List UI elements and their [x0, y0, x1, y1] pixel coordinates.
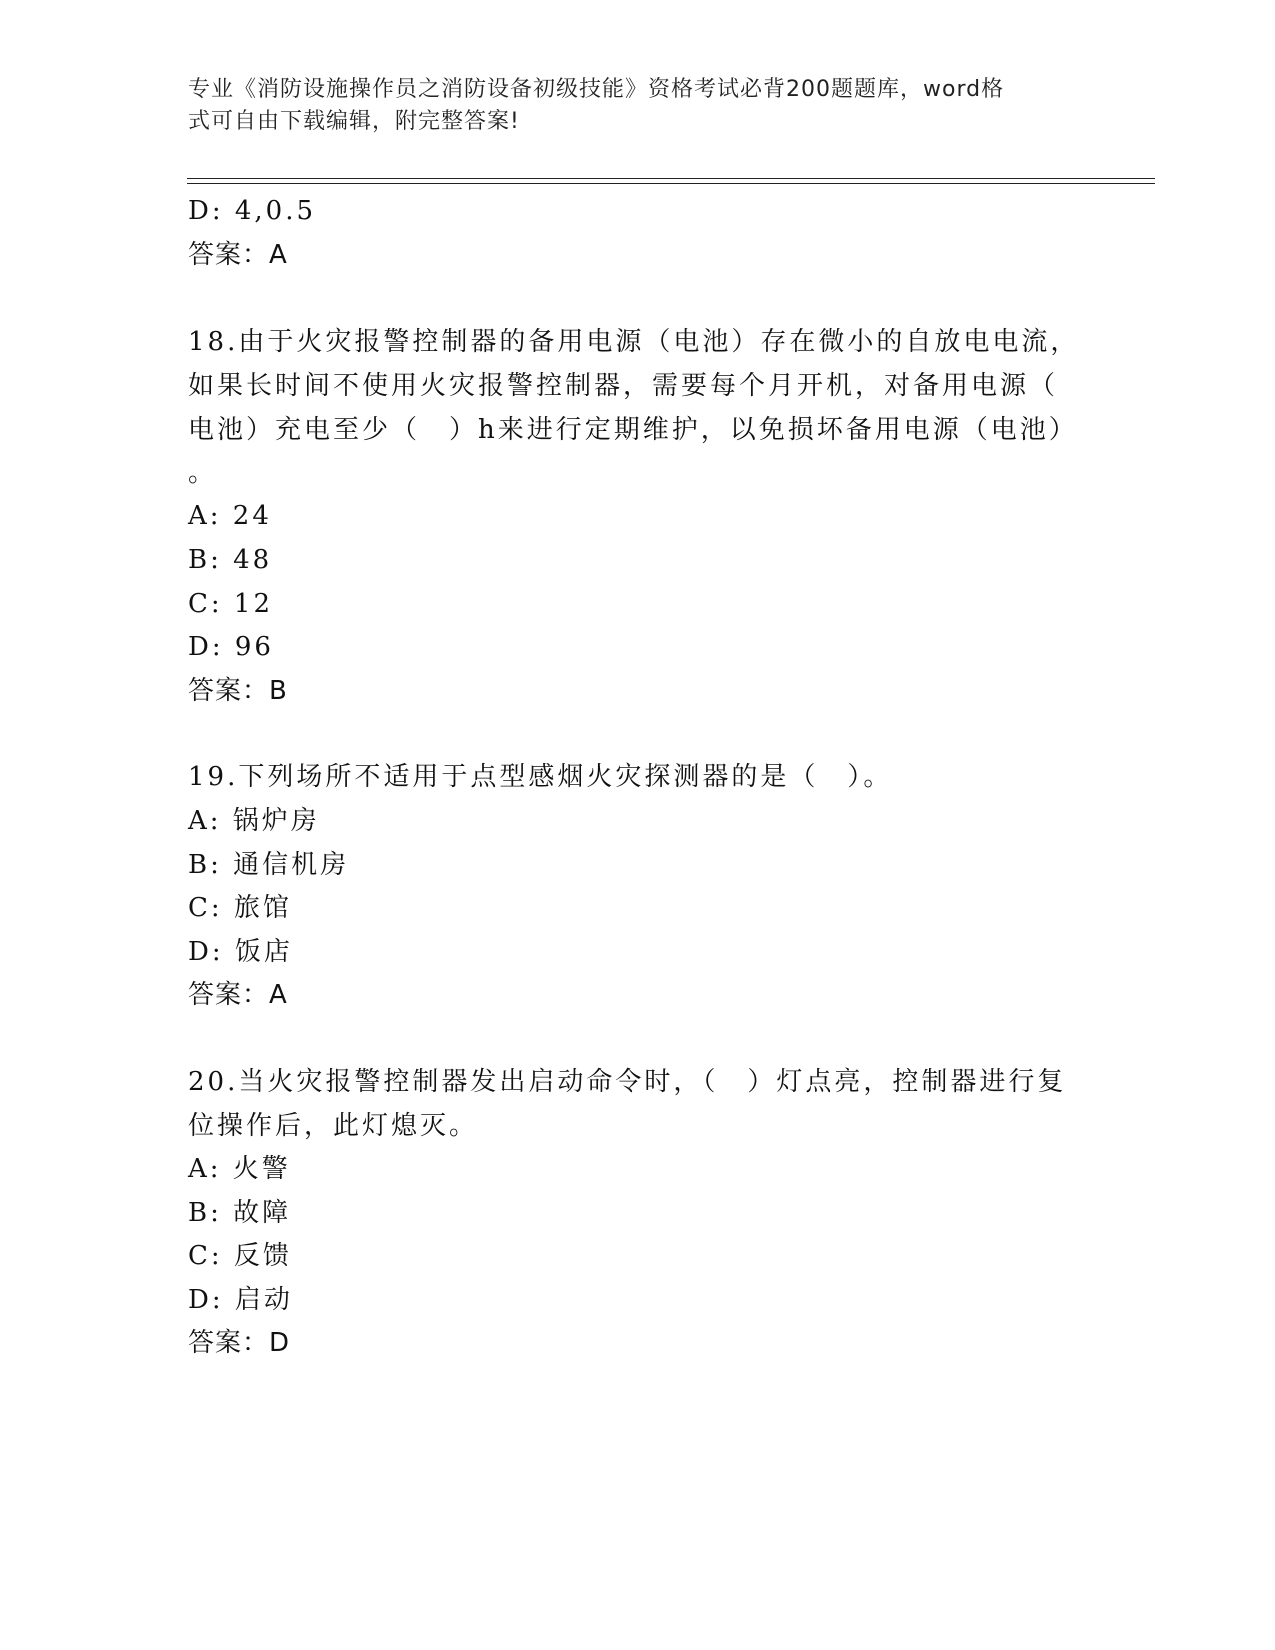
q18-stem-line-1: 18.由于火灾报警控制器的备用电源（电池）存在微小的自放电电流， [188, 327, 1080, 357]
prev-option-d: D: 4,0.5 [188, 196, 317, 226]
q19-option-d: D: 饭店 [188, 937, 293, 967]
header-line-1: 专业《消防设施操作员之消防设备初级技能》资格考试必背200题题库，word格 [188, 77, 1005, 102]
q19-option-a: A: 锅炉房 [188, 806, 320, 836]
q18-option-a: A: 24 [188, 501, 272, 531]
header-divider-top [187, 178, 1155, 179]
q18-answer: 答案：B [188, 676, 288, 706]
q19-answer: 答案：A [188, 980, 288, 1010]
q19-option-c: C: 旅馆 [188, 893, 292, 923]
q19-option-b: B: 通信机房 [188, 850, 350, 880]
q20-stem-line-2: 位操作后，此灯熄灭。 [188, 1111, 479, 1141]
q18-option-c: C: 12 [188, 589, 274, 619]
q20-stem-line-1: 20.当火灾报警控制器发出启动命令时，（ ）灯点亮，控制器进行复 [188, 1067, 1067, 1097]
q18-stem-line-2: 如果长时间不使用火灾报警控制器，需要每个月开机，对备用电源（ [188, 371, 1059, 401]
q18-stem-line-3: 电池）充电至少（ ）h来进行定期维护，以免损坏备用电源（电池） [188, 415, 1078, 445]
q18-option-b: B: 48 [188, 545, 273, 575]
header-divider-bottom [187, 183, 1155, 184]
q20-option-a: A: 火警 [188, 1154, 291, 1184]
q20-option-b: B: 故障 [188, 1198, 292, 1228]
q20-option-d: D: 启动 [188, 1285, 293, 1315]
q18-option-d: D: 96 [188, 632, 274, 662]
q18-stem-line-4: 。 [188, 458, 218, 488]
q20-answer: 答案：D [188, 1328, 291, 1358]
header-line-2: 式可自由下载编辑，附完整答案! [188, 109, 520, 134]
prev-answer: 答案：A [188, 240, 288, 270]
q20-option-c: C: 反馈 [188, 1241, 292, 1271]
document-header [188, 74, 1088, 138]
q19-stem-line-1: 19.下列场所不适用于点型感烟火灾探测器的是（ ）。 [188, 762, 893, 792]
